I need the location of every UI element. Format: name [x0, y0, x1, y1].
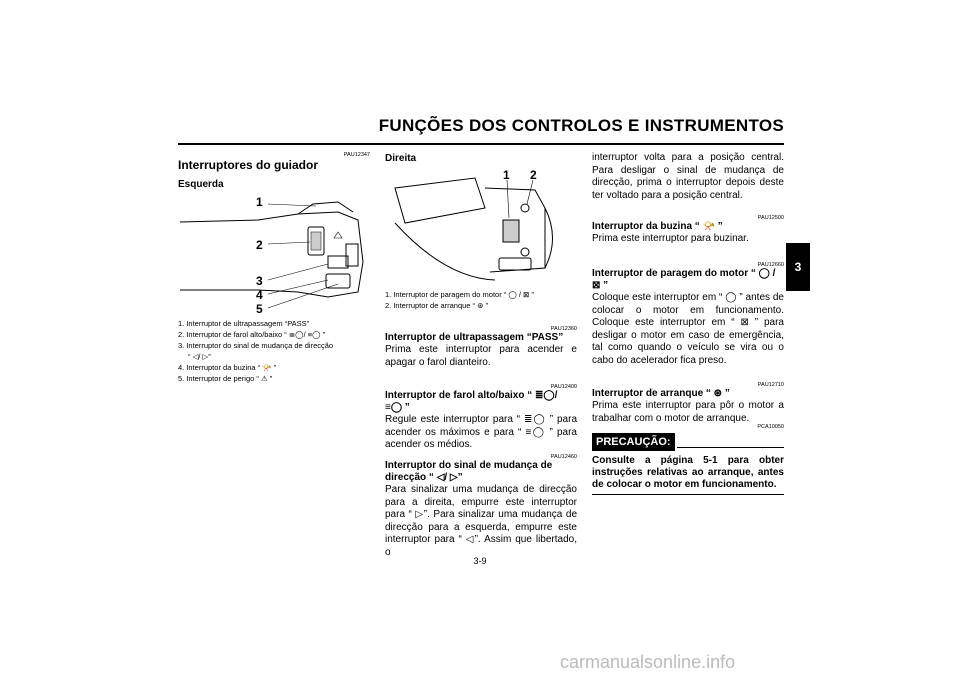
caption: 1. Interruptor de paragem do motor “ ◯ / ⊠ ” [385, 290, 534, 299]
column-middle [385, 153, 577, 165]
section-start [592, 382, 784, 425]
section-code: PAU12400 [550, 384, 577, 390]
section-heading: Interruptor do sinal de mudança de direcção “ ◁/ ▷” [385, 460, 553, 483]
continued-text: interruptor volta para a posição central. Para desligar o sinal de mudança de direcção, prima o interruptor depois deste ter voltado para a posição central. [592, 152, 784, 201]
section-body: Prima este interruptor para pôr o motor a trabalhar com o motor de arranque. [592, 400, 784, 424]
caption: 4. Interruptor da buzina “ 📯 ” [178, 363, 277, 372]
section-body: Prima este interruptor para buzinar. [592, 233, 749, 244]
fig-number: 2 [530, 168, 537, 182]
section-heading: Interruptor de arranque “ ⊛ ” [592, 388, 730, 399]
page-header [170, 116, 784, 144]
column-left [178, 152, 370, 191]
caution-label: PRECAUÇÃO: [592, 433, 675, 451]
caption: 2. Interruptor de arranque “ ⊛ ” [385, 301, 489, 310]
watermark[interactable]: carmanualsonline.info [560, 652, 736, 672]
right-switch-figure [385, 168, 577, 284]
section-heading: Interruptor de farol alto/baixo “ ≣◯/ ≡◯ ” [385, 390, 558, 413]
page-title: FUNÇÕES DOS CONTROLOS E INSTRUMENTOS [378, 116, 784, 135]
section-code: PAU12360 [550, 326, 577, 332]
fig-number: 1 [256, 195, 263, 209]
fig-number: 1 [503, 168, 510, 182]
caption: 2. Interruptor de farol alto/baixo “ ≣◯/ ≡◯ ” [178, 330, 326, 339]
section-engine-stop [592, 262, 784, 367]
section-body: Prima este interruptor para acender e apagar o farol dianteiro. [385, 344, 577, 368]
section-body: Regule este interruptor para “ ≣◯ ” para acender os máximos e para “ ≡◯ ” para acender os médios. [385, 414, 577, 450]
caution-text: Consulte a página 5-1 para obter instruções relativas ao arranque, antes de colocar o motor em funcionamento. [592, 455, 784, 490]
fig-number: 5 [256, 302, 263, 316]
caption: 5. Interruptor de perigo “ ⚠ ” [178, 374, 273, 383]
header-rule [178, 143, 784, 145]
section-code: PAU12460 [550, 454, 577, 460]
caution-end-rule [592, 494, 784, 495]
left-captions [178, 318, 370, 384]
section-turn-signal [385, 454, 577, 559]
section-code: PAU12710 [757, 382, 784, 388]
section-title: Interruptores do guiador [178, 158, 319, 172]
section-pass [385, 326, 577, 369]
section-heading: Interruptor de paragem do motor “ ◯ / ⊠ ” [592, 268, 776, 291]
section-code: PAU12347 [343, 152, 370, 158]
caption: 3. Interruptor do sinal de mudança de direcção [178, 341, 334, 350]
caution-rule [677, 447, 784, 448]
column-right [592, 152, 784, 202]
section-heading: Interruptor de ultrapassagem “PASS” [385, 332, 564, 343]
fig-number: 4 [256, 288, 263, 302]
subsection-title: Direita [385, 153, 417, 164]
fig-number: 2 [256, 238, 263, 252]
section-code: PAU12500 [757, 215, 784, 221]
chapter-tab: 3 [786, 243, 810, 291]
section-body: Para sinalizar uma mudança de direcção para a direita, empurre este interruptor para “ ▷”. Para sinalizar uma mudança de direcção para a esquerda, empurre este interruptor para “ ◁”. Assim que libertado, o [385, 484, 577, 558]
caution-code: PCA10050 [757, 424, 784, 430]
section-heading: Interruptor da buzina “ 📯 ” [592, 221, 723, 232]
subsection-title: Esquerda [178, 179, 224, 190]
section-code: PAU12660 [757, 262, 784, 268]
left-switch-figure [178, 192, 370, 316]
section-horn [592, 215, 784, 246]
caption: “ ◁/ ▷” [188, 352, 211, 361]
section-high-low [385, 384, 577, 452]
caution-code-block [592, 424, 784, 430]
caption: 1. Interruptor de ultrapassagem “PASS” [178, 319, 310, 328]
section-body: Coloque este interruptor em “ ◯ ” antes de colocar o motor em funcionamento. Coloque este interruptor em “ ⊠ ” para desligar o motor em caso de emergência, tal como quando o veículo se vira ou o cabo do acelerador fica preso. [592, 292, 784, 366]
caution-block [592, 432, 784, 491]
right-captions [385, 289, 577, 311]
fig-number: 3 [256, 274, 263, 288]
page-number: 3-9 [473, 556, 487, 566]
